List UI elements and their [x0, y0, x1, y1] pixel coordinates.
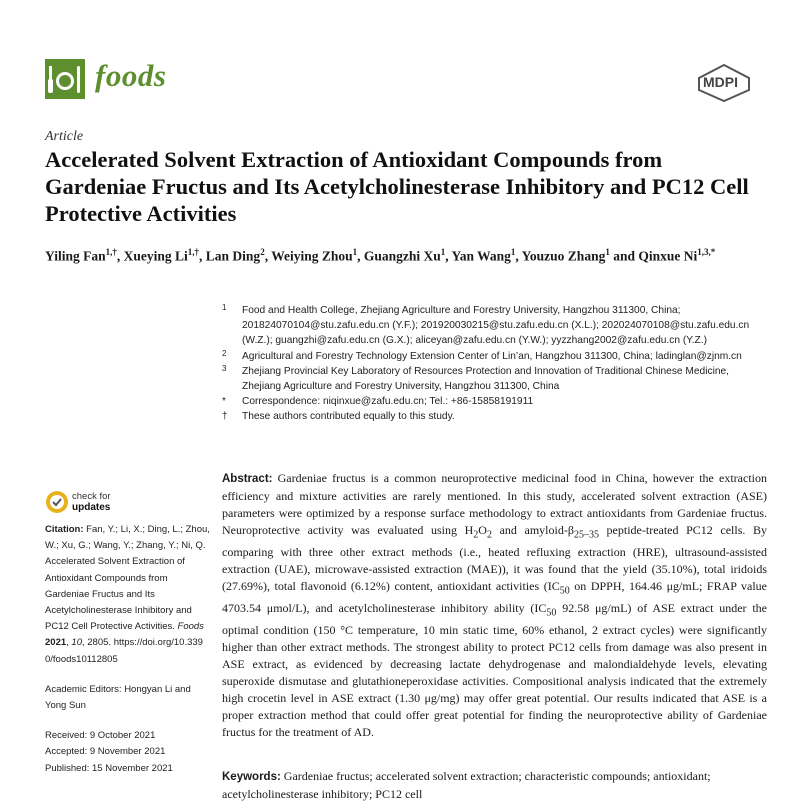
keywords-label: Keywords:	[222, 771, 281, 783]
author-separator: ,	[515, 248, 522, 264]
affiliation-text: Zhejiang Provincial Key Laboratory of Resources Protection and Innovation of Traditional Chinese Medicine, Zhejiang Agriculture and Forestry University, Hangzhou 311300, China	[242, 365, 730, 393]
article-title: Accelerated Solvent Extraction of Antioxidant Compounds from Gardeniae Fructus and Its Acetylcholinesterase Inhibitory and PC12 Cell Protective Activities	[45, 147, 749, 226]
check-updates-icon	[45, 490, 69, 514]
author-name: Weiying Zhou	[271, 248, 353, 264]
keywords	[222, 768, 767, 803]
affiliation-mark: †	[222, 411, 228, 423]
accepted-date: Accepted: 9 November 2021	[45, 746, 166, 758]
affiliation-item	[222, 409, 767, 424]
affiliation-text: These authors contributed equally to this study.	[242, 411, 455, 423]
foods-logo-icon	[45, 59, 85, 99]
affiliation-item	[222, 303, 767, 349]
author-name: Lan Ding	[205, 248, 261, 264]
author-separator: ,	[357, 248, 364, 264]
published-date: Published: 15 November 2021	[45, 762, 173, 774]
journal-name: foods	[95, 58, 167, 93]
publisher-name: MDPI	[703, 74, 738, 90]
affiliation-text: Food and Health College, Zhejiang Agriculture and Forestry University, Hangzhou 311300, China; 201824070104@stu.zafu.edu.cn (Y.F.); 201920030215@stu.zafu.edu.cn (X.L.); 202024070108@stu.zafu.edu.cn (W.Z.); guangzhi@zafu.edu.cn (G.X.); aliceyan@zafu.edu.cn (Y.W.); yyzzhang2002@zafu.edu.cn (Y.Z.)	[242, 305, 750, 347]
affiliation-mark: 3	[222, 363, 227, 373]
abstract-text-1: Gardeniae fructus is a common neuroprotective medicinal food in China, however the extraction efficiency and mixture activities are rarely mentioned. In this study, accelerated solvent extraction (ASE) parameters were optimized by a response surface methodology to extract antioxidants from Gardeniae fructus. Neuroprotective activity was evaluated using H	[222, 471, 767, 537]
abstract-text-4: peptide-treated PC12 cells. By comparing with three other extract methods (i.e., heated refluxing extraction (HRE), ultrasound-assisted extraction (UAE), microwave-assisted extraction (MAE)), it was found that the yield (35.10%), total iridoids (27.69%), total flavonoid (6.12%) content, antioxidant activities (IC	[222, 522, 767, 593]
author-affiliation-mark: 1,3,*	[697, 247, 716, 257]
author-name: Youzuo Zhang	[521, 248, 606, 264]
subscript: 50	[546, 607, 557, 619]
abstract-text-5: on DPPH, 164.46 μg/mL; FRAP value 4703.54 μmol/L), and acetylcholinesterase inhibitory ability (IC	[222, 578, 767, 616]
academic-editors: Academic Editors: Hongyan Li and Yong Sun	[45, 683, 191, 712]
abstract-label: Abstract:	[222, 473, 273, 485]
mdpi-logo	[696, 63, 752, 103]
author-separator: ,	[264, 248, 272, 264]
author-separator: ,	[199, 248, 206, 264]
citation-pages: , 2805.	[82, 637, 112, 649]
author-affiliation-mark: 1,†	[187, 247, 200, 257]
author-name: Guangzhi Xu	[363, 248, 441, 264]
affiliation-mark: 1	[222, 303, 227, 312]
author-name: Qinxue Ni	[638, 248, 698, 264]
author-affiliation-mark: 1	[510, 247, 516, 257]
abstract-text-2: O	[478, 522, 487, 537]
affiliation-item	[222, 394, 767, 409]
abstract-text-3: and amyloid-β	[491, 522, 574, 537]
author-separator: ,	[445, 248, 452, 264]
affiliations-list	[222, 303, 767, 425]
author-affiliation-mark: 1,†	[105, 247, 117, 257]
author-separator: and	[609, 248, 639, 264]
check-updates-text	[72, 491, 111, 513]
citation-label: Citation:	[45, 524, 84, 535]
received-date: Received: 9 October 2021	[45, 730, 156, 742]
author-name: Yan Wang	[451, 248, 511, 264]
author-separator: ,	[116, 248, 124, 264]
author-affiliation-mark: 1	[440, 247, 446, 257]
article-type: Article	[45, 129, 84, 144]
author-affiliation-mark: 1	[352, 247, 358, 257]
subscript: 50	[559, 585, 570, 597]
subscript: 25–35	[573, 529, 599, 541]
abstract-text-6: 92.58 μg/mL) of ASE extract under the optimal condition (150 °C temperature, 10 min static time, 60% ethanol, 2 extract cycles) were significantly higher than other extract methods. The strongest ability to protect PC12 cells from damage was also present in ASE extract, as evidenced by decreasing lactate dehydrogenase and malondialdehyde levels, elevating superoxide dismutase and glutathioneperoxidase activities. Compositional analysis indicated that the extremely high crocetin level in ASE extract (1.30 μg/mg) may offer great potential. Our results indicated that ASE is a proper extraction method that could offer great potential for finding the neuroprotective ability of Gardeniae fructus for the treatment of AD.	[222, 601, 767, 739]
citation-text: Fan, Y.; Li, X.; Ding, L.; Zhou, W.; Xu, G.; Wang, Y.; Zhang, Y.; Ni, Q. Accelerated Solvent Extraction of Antioxidant Compounds from Gardeniae Fructus and Its Acetylcholinesterase Inhibitory and PC12 Cell Protective Activities.	[45, 524, 210, 633]
abstract	[222, 470, 767, 741]
citation-doi-link[interactable]: https://doi.org/10.3390/foods10112805	[45, 637, 203, 665]
affiliation-mark: *	[222, 396, 226, 408]
citation-sidebar	[45, 522, 210, 777]
affiliation-text: Agricultural and Forestry Technology Extension Center of Lin’an, Hangzhou 311300, China; ladinglan@zjnm.cn	[242, 350, 742, 362]
author-affiliation-mark: 2	[260, 247, 265, 257]
author-list	[45, 241, 725, 268]
affiliation-text: Correspondence: niqinxue@zafu.edu.cn; Tel.: +86-15858191911	[242, 396, 534, 408]
citation-block: Citation: Fan, Y.; Li, X.; Ding, L.; Zhou, W.; Xu, G.; Wang, Y.; Zhang, Y.; Ni, Q. Accelerated Solvent Extraction of Antioxidant Compounds from Gardeniae Fructus and Its Acetylcholinesterase Inhibitory and PC12 Cell Protective Activities. Foods 2021, 10, 2805. https://doi.org/10.3390/foods10112805	[45, 524, 210, 665]
check-updates-line2: updates	[72, 502, 111, 513]
author-name: Xueying Li	[123, 248, 188, 264]
keywords-text: Gardeniae fructus; accelerated solvent extraction; characteristic compounds; antioxidant; acetylcholinesterase inhibitory; PC12 cell	[222, 769, 711, 801]
subscript: 2	[473, 529, 479, 541]
affiliation-item	[222, 349, 767, 364]
affiliation-mark: 2	[222, 348, 227, 358]
citation-journal: Foods	[177, 621, 204, 633]
affiliation-item	[222, 364, 767, 394]
subscript: 2	[486, 529, 492, 541]
author-name: Yiling Fan	[45, 248, 106, 264]
author-affiliation-mark: 1	[605, 247, 610, 257]
check-for-updates-badge[interactable]	[45, 490, 165, 516]
citation-volume: 10	[71, 637, 82, 649]
check-updates-line1: check for	[72, 491, 111, 502]
citation-year: 2021	[45, 637, 67, 649]
